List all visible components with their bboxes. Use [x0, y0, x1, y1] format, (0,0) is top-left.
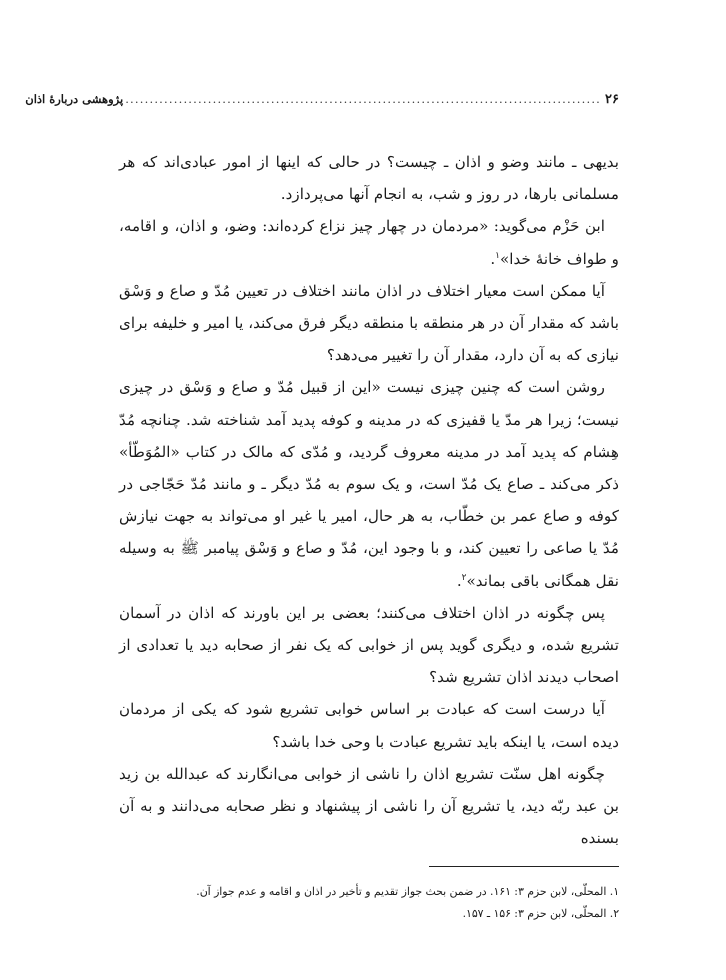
running-title: پژوهشی دربارهٔ اذان — [25, 92, 124, 106]
paragraph: چگونه اهل سنّت تشریع اذان را ناشی از خوابی می‌انگارند که عبدالله بن زید بن عبد ربّه دید، یا تشریع آن را ناشی از پیشنهاد و نظر صحابه می‌دانند و به آن بسنده — [119, 764, 619, 848]
running-header — [25, 92, 619, 116]
footnote: ۱. المحلّی، لابن حزم ۳: ۱۶۱. در ضمن بحث جواز تقدیم و تأخیر در اذان و اقامه و عدم جواز آن. — [196, 885, 619, 899]
dot-leader: .................................................................................................. — [125, 92, 602, 106]
paragraph: بدیهی ـ مانند وضو و اذان ـ چیست؟ در حالی که اینها از امور عبادی‌اند که هر مسلمانی بارها، در روز و شب، به انجام آنها می‌پردازد. — [119, 153, 619, 204]
paragraph: پس چگونه در اذان اختلاف می‌کنند؛ بعضی بر این باورند که اذان در آسمان تشریع شده، و دیگری گوید پس از خوابی که یک نفر از صحابه دید یا تعدادی از اصحاب دیدند اذان تشریع شد؟ — [119, 603, 619, 687]
footnote-marker[interactable]: ۲ — [461, 572, 467, 583]
book-page — [25, 92, 619, 925]
footnote-separator — [429, 866, 619, 867]
footnote: ۲. المحلّی، لابن حزم ۳: ۱۵۶ ـ ۱۵۷. — [462, 907, 619, 921]
paragraph: آیا درست است که عبادت بر اساس خوابی تشریع شود که یکی از مردمان دیده است، یا اینکه باید تشریع عبادت با وحی خدا باشد؟ — [119, 700, 619, 751]
page-number: ۲۶ — [605, 92, 619, 107]
paragraph: آیا ممکن است معیار اختلاف در اذان مانند اختلاف در تعیین مُدّ و صاع و وَسْق باشد که مقدار آن در هر منطقه با منطقه دیگر فرق می‌کند، یا امیر و خلیفه برای نیازی که به آن دارد، مقدار آن را تغییر می‌دهد؟ — [119, 281, 619, 365]
footnote-marker[interactable]: ۱ — [495, 250, 501, 261]
paragraph: ابن حَزْم می‌گوید: «مردمان در چهار چیز نزاع کرده‌اند: وضو، و اذان، و اقامه، و طواف خانهٔ خدا»$^۱$. — [119, 217, 619, 268]
main-text — [119, 146, 619, 854]
footnotes — [119, 881, 619, 925]
paragraph: روشن است که چنین چیزی نیست «این از قبیل مُدّ و صاع و وَسْق در چیزی نیست؛ زیرا هر مدّ یا قفیزی که در مدینه و کوفه پدید آمد شناخته شد. چنانچه مُدّ هِشام که پدید آمد در مدینه معروف گردید، و مُدّی که مالک در کتاب «المُوَطّأ» ذکر می‌کند ـ صاع یک مُدّ است، و یک سوم به مُدّ دیگر ـ و مانند مُدّ حَجّاجی در کوفه و صاع عمر بن خطّاب، به هر حال، امیر یا غیر او می‌تواند به جهت نیازش مُدّ یا صاعی را تعیین کند، و با وجود این، مُدّ و صاع و وَسْق پیامبر ﷺ به وسیله نقل همگانی باقی بماند»$^۲$. — [119, 378, 619, 590]
